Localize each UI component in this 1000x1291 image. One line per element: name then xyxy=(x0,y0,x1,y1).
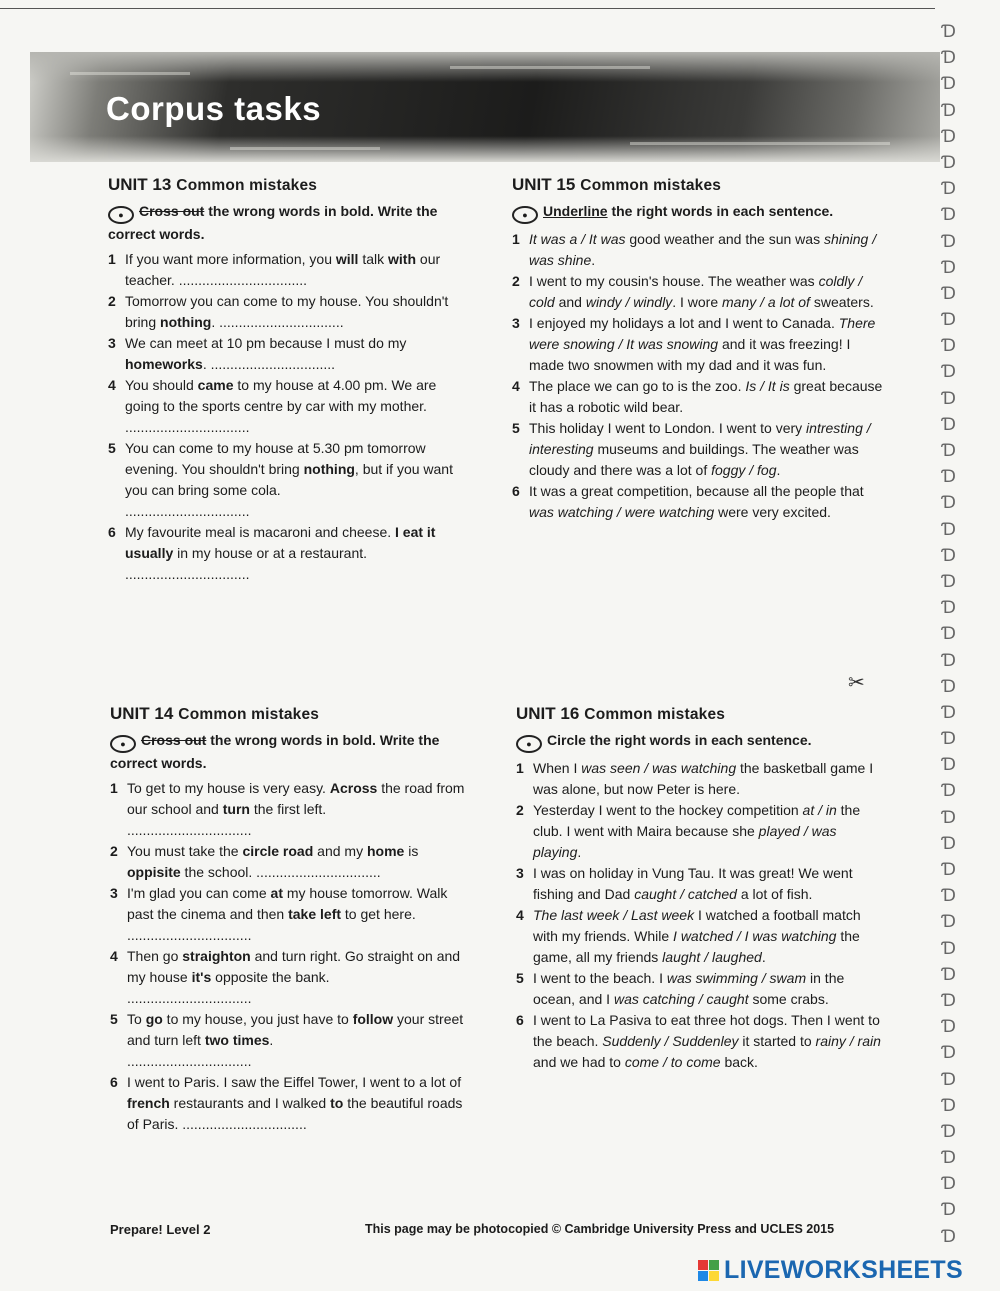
spiral-ring-icon: Ɗ xyxy=(942,467,956,488)
item-text: the club. I went with Maira because she xyxy=(533,802,861,839)
item-text: museums and buildings. The weather was cloudy and there was a lot of xyxy=(529,441,859,478)
answer-blank[interactable]: ................................. xyxy=(178,272,308,288)
item-text: Tomorrow you can come to my house. You shouldn't bring xyxy=(125,293,449,330)
instruction-cross-out: Cross out xyxy=(141,732,207,748)
item-text: were very excited. xyxy=(714,504,831,520)
unit-subtitle: Common mistakes xyxy=(580,177,722,194)
bold-word: homeworks xyxy=(125,356,203,372)
answer-blank[interactable]: ................................ xyxy=(127,990,252,1006)
top-border-line xyxy=(0,8,935,9)
unit-number: UNIT 16 xyxy=(516,704,580,723)
option-text: shining / was shine xyxy=(529,231,877,268)
answer-blank[interactable]: ................................ xyxy=(210,356,336,372)
item-text: I watched a football match with my friends. While xyxy=(533,907,861,944)
spiral-ring-icon: Ɗ xyxy=(942,886,956,907)
spiral-ring-icon: Ɗ xyxy=(942,729,956,750)
item-text: back. xyxy=(720,1054,758,1070)
option-text: rainy / rain xyxy=(815,1033,881,1049)
item-text: it started to xyxy=(738,1033,816,1049)
item-number: 6 xyxy=(516,1012,524,1028)
exercise-item xyxy=(512,313,884,376)
item-text: You can come to my house at 5.30 pm tomorrow evening. You shouldn't bring xyxy=(125,440,426,477)
option-text: many / a lot of xyxy=(722,294,810,310)
item-text: I was on holiday in Vung Tau. It was great! We went fishing and Dad xyxy=(533,865,853,902)
spiral-binding xyxy=(938,22,968,1253)
spiral-ring-icon: Ɗ xyxy=(942,205,956,226)
option-text: The last week / Last week xyxy=(533,907,695,923)
bold-word: take left xyxy=(288,906,342,922)
spiral-ring-icon: Ɗ xyxy=(942,912,956,933)
bold-word: circle road xyxy=(242,843,314,859)
item-text: The place we can go to is the zoo. xyxy=(529,378,746,394)
spiral-ring-icon: Ɗ xyxy=(942,624,956,645)
item-text: It was a great competition, because all the people that xyxy=(529,483,864,499)
exercise-item xyxy=(516,968,882,1010)
exercise-item xyxy=(512,418,884,481)
item-text: your street and turn left xyxy=(127,1011,464,1048)
answer-blank[interactable]: ................................ xyxy=(127,1053,252,1069)
exercise-item xyxy=(110,778,470,841)
item-text: my house tomorrow. Walk past the cinema and then xyxy=(127,885,448,922)
item-text: I went to Paris. I saw the Eiffel Tower, I went to a lot of xyxy=(127,1074,462,1090)
spiral-ring-icon: Ɗ xyxy=(942,414,956,435)
title-banner xyxy=(30,52,940,162)
bold-word: french xyxy=(127,1095,170,1111)
item-number: 6 xyxy=(108,524,116,540)
item-number: 1 xyxy=(516,760,524,776)
footer-copyright: This page may be photocopied © Cambridge University Press and UCLES 2015 xyxy=(365,1222,835,1236)
unit-heading xyxy=(108,175,468,195)
item-text: I'm glad you can come xyxy=(127,885,271,901)
bold-word: oppisite xyxy=(127,864,181,880)
exercise-item xyxy=(516,905,882,968)
item-text: restaurants and I walked xyxy=(169,1095,331,1111)
item-text: I went to my cousin's house. The weather was xyxy=(529,273,819,289)
bold-word: nothing xyxy=(303,461,355,477)
unit-subtitle: Common mistakes xyxy=(178,706,320,723)
item-number: 5 xyxy=(512,420,520,436)
spiral-ring-icon: Ɗ xyxy=(942,1148,956,1169)
item-number: 1 xyxy=(110,780,118,796)
item-number: 5 xyxy=(516,970,524,986)
spiral-ring-icon: Ɗ xyxy=(942,833,956,854)
item-text: You should xyxy=(125,377,198,393)
spiral-ring-icon: Ɗ xyxy=(942,441,956,461)
answer-blank[interactable]: ................................ xyxy=(219,314,344,330)
option-text: coldly / cold xyxy=(529,273,863,310)
item-text: the beautiful roads of Paris. xyxy=(127,1095,463,1132)
liveworksheets-watermark xyxy=(698,1254,963,1286)
item-text: the school. xyxy=(180,864,257,880)
instruction-cross-out: Cross out xyxy=(139,203,205,219)
item-text: the road from our school and xyxy=(127,780,465,817)
exercise-item xyxy=(516,863,882,905)
item-text: I went to the beach. I xyxy=(533,970,667,986)
item-text: . xyxy=(776,462,781,478)
item-number: 2 xyxy=(108,293,116,309)
item-number: 3 xyxy=(108,335,116,351)
unit-15-section xyxy=(512,175,884,523)
bold-word: I eat it usually xyxy=(125,524,436,561)
item-text: This holiday I went to London. I went to very xyxy=(529,420,807,436)
item-text: If you want more information, you xyxy=(125,251,336,267)
spiral-ring-icon: Ɗ xyxy=(942,650,956,671)
answer-blank[interactable]: ................................ xyxy=(125,503,250,519)
item-number: 1 xyxy=(108,251,116,267)
option-text: It was a / It was xyxy=(529,231,626,247)
item-text: To xyxy=(127,1011,146,1027)
item-text: , but if you want you can bring some cola. xyxy=(125,461,453,498)
item-text: opposite the bank. xyxy=(211,969,330,985)
option-text: Suddenly / Suddenley xyxy=(602,1033,739,1049)
spiral-ring-icon: Ɗ xyxy=(942,336,956,357)
exercise-item xyxy=(512,376,884,418)
item-text: Then go xyxy=(127,948,183,964)
spiral-ring-icon: Ɗ xyxy=(942,1200,956,1221)
exercise-item xyxy=(516,758,882,800)
item-number: 3 xyxy=(516,865,524,881)
instruction-text: the wrong words in bold. Write the correct words. xyxy=(110,732,440,771)
item-number: 5 xyxy=(110,1011,118,1027)
option-text: was watching / were watching xyxy=(529,504,715,520)
item-text: . xyxy=(577,844,582,860)
bold-word: home xyxy=(366,843,405,859)
spiral-ring-icon: Ɗ xyxy=(942,152,956,173)
spiral-ring-icon: Ɗ xyxy=(942,676,956,697)
item-text: our teacher. xyxy=(125,251,441,288)
eye-icon: ● xyxy=(516,735,542,753)
spiral-ring-icon: Ɗ xyxy=(942,388,956,409)
instruction xyxy=(516,730,882,753)
unit-heading xyxy=(516,704,882,724)
bold-word: Across xyxy=(329,780,378,796)
spiral-ring-icon: Ɗ xyxy=(942,179,956,200)
spiral-ring-icon: Ɗ xyxy=(942,1017,956,1038)
option-text: was catching / caught xyxy=(613,991,749,1007)
exercise-item xyxy=(512,271,884,313)
answer-blank[interactable]: ................................ xyxy=(125,419,250,435)
option-text: There were snowing / It was snowing xyxy=(529,315,876,352)
item-text: to my house, you just have to xyxy=(162,1011,353,1027)
instruction-text: the wrong words in bold. Write the correct words. xyxy=(108,203,438,242)
spiral-ring-icon: Ɗ xyxy=(942,1095,956,1116)
exercise-item xyxy=(516,1010,882,1073)
item-text: . xyxy=(761,949,766,965)
spiral-ring-icon: Ɗ xyxy=(942,938,956,959)
spiral-ring-icon: Ɗ xyxy=(942,283,956,304)
item-number: 4 xyxy=(512,378,520,394)
bold-word: came xyxy=(197,377,234,393)
exercise-item xyxy=(108,522,468,585)
spiral-ring-icon: Ɗ xyxy=(942,807,956,828)
item-text: the game, all my friends xyxy=(533,928,860,965)
option-text: come / to come xyxy=(624,1054,721,1070)
item-number: 3 xyxy=(110,885,118,901)
option-text: was seen / was watching xyxy=(581,760,737,776)
spiral-ring-icon: Ɗ xyxy=(942,519,956,540)
unit-number: UNIT 13 xyxy=(108,175,172,194)
item-number: 2 xyxy=(516,802,524,818)
item-text: . I wore xyxy=(672,294,722,310)
eye-icon: ● xyxy=(110,735,136,753)
exercise-item xyxy=(110,946,470,1009)
exercise-item xyxy=(108,249,468,291)
spiral-ring-icon: Ɗ xyxy=(942,702,956,723)
spiral-ring-icon: Ɗ xyxy=(942,1069,956,1090)
spiral-ring-icon: Ɗ xyxy=(942,860,956,880)
watermark-text: LIVEWORKSHEETS xyxy=(724,1255,963,1284)
unit-14-section xyxy=(110,704,470,1135)
spiral-ring-icon: Ɗ xyxy=(942,22,956,42)
item-text: talk xyxy=(358,251,389,267)
exercise-item xyxy=(512,481,884,523)
item-text: and my xyxy=(313,843,367,859)
spiral-ring-icon: Ɗ xyxy=(942,362,956,383)
item-text: . xyxy=(202,356,211,372)
item-text: in my house or at a restaurant. xyxy=(173,545,368,561)
item-number: 4 xyxy=(516,907,524,923)
exercise-item xyxy=(108,291,468,333)
exercise-item xyxy=(108,333,468,375)
item-text: We can meet at 10 pm because I must do my xyxy=(125,335,407,351)
scissors-icon: ✂ xyxy=(848,670,865,694)
item-text: in the ocean, and I xyxy=(533,970,845,1007)
eye-icon: ● xyxy=(512,206,538,224)
item-text: . xyxy=(591,252,596,268)
item-text: is xyxy=(404,843,419,859)
item-number: 1 xyxy=(512,231,520,247)
item-text: the basketball game I was alone, but now Peter is here. xyxy=(533,760,874,797)
exercise-item xyxy=(110,883,470,946)
item-text: You must take the xyxy=(127,843,243,859)
answer-blank[interactable]: ................................ xyxy=(127,927,252,943)
option-text: played / was playing xyxy=(533,823,837,860)
exercise-item xyxy=(108,375,468,438)
item-text: sweaters. xyxy=(809,294,874,310)
spiral-ring-icon: Ɗ xyxy=(942,964,956,985)
spiral-ring-icon: Ɗ xyxy=(942,1043,956,1064)
item-text: To get to my house is very easy. xyxy=(127,780,330,796)
instruction xyxy=(512,201,884,224)
answer-blank[interactable]: ................................ xyxy=(127,822,252,838)
option-text: laught / laughed xyxy=(662,949,762,965)
spiral-ring-icon: Ɗ xyxy=(942,257,956,278)
item-text: to get here. xyxy=(341,906,416,922)
unit-number: UNIT 14 xyxy=(110,704,174,723)
item-number: 6 xyxy=(512,483,520,499)
instruction-underline: Underline xyxy=(543,203,608,219)
item-number: 4 xyxy=(110,948,118,964)
exercise-item xyxy=(108,438,468,522)
instruction xyxy=(108,201,468,244)
exercise-item xyxy=(110,841,470,883)
bold-word: it's xyxy=(191,969,212,985)
spiral-ring-icon: Ɗ xyxy=(942,100,956,121)
item-text: to my house at 4.00 pm. We are going to the sports centre by car with my mother. xyxy=(125,377,437,414)
spiral-ring-icon: Ɗ xyxy=(942,755,956,776)
item-text: I went to La Pasiva to eat three hot dogs. Then I went to the beach. xyxy=(533,1012,880,1049)
option-text: caught / catched xyxy=(634,886,737,902)
bold-word: nothing xyxy=(160,314,212,330)
unit-13-section xyxy=(108,175,468,585)
bold-word: to xyxy=(330,1095,344,1111)
item-text: the first left. xyxy=(249,801,327,817)
item-text: Yesterday I went to the hockey competition xyxy=(533,802,803,818)
exercise-item xyxy=(110,1072,470,1135)
unit-heading xyxy=(512,175,884,195)
item-text: . xyxy=(269,1032,274,1048)
item-number: 2 xyxy=(110,843,118,859)
unit-subtitle: Common mistakes xyxy=(584,706,726,723)
spiral-ring-icon: Ɗ xyxy=(942,493,956,514)
exercise-item xyxy=(512,229,884,271)
item-number: 2 xyxy=(512,273,520,289)
item-number: 5 xyxy=(108,440,116,456)
instruction-text: the right words in each sentence. xyxy=(611,203,834,219)
option-text: I watched / I was watching xyxy=(673,928,837,944)
item-text: and we had to xyxy=(533,1054,625,1070)
item-number: 4 xyxy=(108,377,116,393)
instruction-text: Circle the right words in each sentence. xyxy=(547,732,812,748)
item-number: 6 xyxy=(110,1074,118,1090)
option-text: intresting / interesting xyxy=(529,420,871,457)
unit-subtitle: Common mistakes xyxy=(176,177,318,194)
liveworksheets-logo-icon xyxy=(698,1260,719,1281)
spiral-ring-icon: Ɗ xyxy=(942,571,956,592)
bold-word: at xyxy=(270,885,283,901)
bold-word: go xyxy=(145,1011,163,1027)
spiral-ring-icon: Ɗ xyxy=(942,545,956,566)
item-text: good weather and the sun was xyxy=(625,231,824,247)
page-title: Corpus tasks xyxy=(106,90,322,127)
item-number: 3 xyxy=(512,315,520,331)
spiral-ring-icon: Ɗ xyxy=(942,598,956,619)
unit-heading xyxy=(110,704,470,724)
item-text: and it was freezing! I made two snowmen with my dad and it was fun. xyxy=(529,336,851,373)
bold-word: with xyxy=(388,251,417,267)
spiral-ring-icon: Ɗ xyxy=(942,781,956,802)
spiral-ring-icon: Ɗ xyxy=(942,990,956,1011)
spiral-ring-icon: Ɗ xyxy=(942,1174,956,1195)
option-text: windy / windly xyxy=(585,294,673,310)
bold-word: straighton xyxy=(182,948,251,964)
exercise-item xyxy=(516,800,882,863)
bold-word: follow xyxy=(352,1011,394,1027)
bold-word: turn xyxy=(222,801,250,817)
option-text: Is / It is xyxy=(745,378,790,394)
answer-blank[interactable]: ................................ xyxy=(256,864,381,880)
instruction xyxy=(110,730,470,773)
item-text: and turn right. Go straight on and my house xyxy=(127,948,461,985)
item-text: . xyxy=(211,314,220,330)
item-text: I enjoyed my holidays a lot and I went to Canada. xyxy=(529,315,839,331)
unit-16-section xyxy=(516,704,882,1073)
spiral-ring-icon: Ɗ xyxy=(942,310,956,331)
spiral-ring-icon: Ɗ xyxy=(942,231,956,252)
exercise-item xyxy=(110,1009,470,1072)
item-text: When I xyxy=(533,760,582,776)
spiral-ring-icon: Ɗ xyxy=(942,48,956,69)
item-text: great because it has a robotic wild bear. xyxy=(529,378,883,415)
option-text: foggy / fog xyxy=(711,462,777,478)
item-text: a lot of fish. xyxy=(736,886,813,902)
answer-blank[interactable]: ................................ xyxy=(182,1116,307,1132)
spiral-ring-icon: Ɗ xyxy=(942,1121,956,1142)
spiral-ring-icon: Ɗ xyxy=(942,126,956,147)
footer-level: Prepare! Level 2 xyxy=(110,1222,211,1237)
spiral-ring-icon: Ɗ xyxy=(942,74,956,95)
unit-number: UNIT 15 xyxy=(512,175,576,194)
answer-blank[interactable]: ................................ xyxy=(125,566,250,582)
option-text: at / in xyxy=(802,802,837,818)
item-text: some crabs. xyxy=(748,991,829,1007)
option-text: was swimming / swam xyxy=(666,970,807,986)
item-text: and xyxy=(554,294,586,310)
item-text: My favourite meal is macaroni and cheese. xyxy=(125,524,396,540)
spiral-ring-icon: Ɗ xyxy=(942,1226,956,1247)
eye-icon: ● xyxy=(108,206,134,224)
bold-word: will xyxy=(335,251,359,267)
bold-word: two times xyxy=(204,1032,270,1048)
